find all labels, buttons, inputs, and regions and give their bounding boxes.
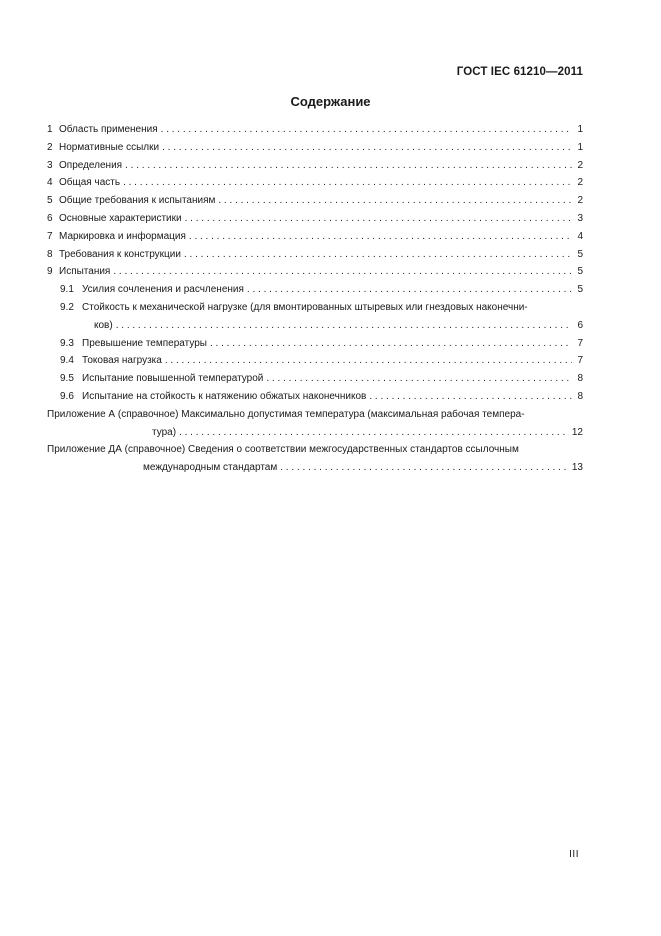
toc-entry-title: Маркировка и информация bbox=[59, 230, 186, 242]
toc-entry-title: Усилия сочленения и расчленения bbox=[82, 284, 244, 296]
toc-entry-page: 4 bbox=[577, 230, 583, 242]
toc-leader-dots bbox=[125, 157, 572, 175]
toc-entry-title: Нормативные ссылки bbox=[59, 141, 160, 153]
toc-entry-page: 2 bbox=[577, 177, 583, 189]
toc-leader-dots bbox=[162, 139, 572, 157]
toc-leader-dots bbox=[185, 210, 572, 228]
toc-appendix-a[interactable] bbox=[47, 406, 583, 442]
toc-entry[interactable] bbox=[47, 157, 583, 175]
toc-entry-number: 3 bbox=[47, 159, 53, 171]
toc-leader-dots bbox=[184, 246, 572, 264]
toc-entry-page: 1 bbox=[577, 141, 583, 153]
toc-entry-number: 5 bbox=[47, 195, 53, 207]
toc-entry-number: 9 bbox=[47, 266, 53, 278]
toc-entry-page: 1 bbox=[577, 124, 583, 135]
toc-entry-title: Превышение температуры bbox=[82, 337, 207, 349]
toc-entry[interactable] bbox=[47, 121, 583, 139]
toc-entry-page: 13 bbox=[571, 462, 583, 474]
toc-entry-number: 1 bbox=[47, 124, 53, 135]
toc-entry-title: Требования к конструкции bbox=[59, 248, 181, 260]
standard-code: ГОСТ IEC 61210—2011 bbox=[456, 66, 583, 78]
toc-entry-title: Приложение ДА (справочное) Сведения о соответствии межгосударственных стандартов ссылочным bbox=[47, 444, 519, 456]
toc-entry-page: 2 bbox=[577, 195, 583, 207]
toc-entry-title: Испытания bbox=[59, 266, 111, 278]
toc-entry-page: 3 bbox=[577, 212, 583, 224]
toc-entry-page: 5 bbox=[577, 248, 583, 260]
toc-entry-page: 7 bbox=[577, 337, 583, 349]
toc-entry-page: 6 bbox=[577, 319, 583, 331]
toc-entry-number: 4 bbox=[47, 177, 53, 189]
toc-leader-dots bbox=[210, 335, 572, 353]
page-number: III bbox=[569, 849, 579, 860]
toc-entry-page: 2 bbox=[577, 159, 583, 171]
toc-entry-page: 5 bbox=[577, 266, 583, 278]
table-of-contents bbox=[47, 121, 583, 477]
toc-entry-title: Основные характеристики bbox=[59, 212, 182, 224]
toc-entry[interactable] bbox=[47, 139, 583, 157]
toc-leader-dots bbox=[165, 352, 572, 370]
toc-entry-title: Испытание на стойкость к натяжению обжатых наконечников bbox=[82, 390, 367, 402]
toc-entry-page: 7 bbox=[577, 355, 583, 367]
toc-subentry[interactable] bbox=[47, 335, 583, 353]
toc-entry-number: 9.6 bbox=[60, 390, 74, 402]
toc-entry-number: 6 bbox=[47, 212, 53, 224]
toc-entry-number: 2 bbox=[47, 141, 53, 153]
toc-entry-title-continuation: международным стандартам bbox=[143, 462, 278, 474]
toc-entry[interactable] bbox=[47, 210, 583, 228]
toc-entry-page: 12 bbox=[571, 426, 583, 438]
toc-entry-title-continuation: ков) bbox=[94, 319, 113, 331]
toc-entry-number: 9.1 bbox=[60, 284, 74, 296]
toc-leader-dots bbox=[123, 174, 572, 192]
toc-entry[interactable] bbox=[47, 192, 583, 210]
toc-entry-title: Токовая нагрузка bbox=[82, 355, 162, 367]
toc-leader-dots bbox=[280, 459, 569, 477]
toc-subentry-multiline[interactable] bbox=[47, 299, 583, 335]
toc-entry-number: 9.3 bbox=[60, 337, 74, 349]
toc-subentry[interactable] bbox=[47, 370, 583, 388]
toc-leader-dots bbox=[179, 424, 569, 442]
toc-entry-title: Стойкость к механической нагрузке (для вмонтированных штыревых или гнездовых наконечни- bbox=[82, 301, 528, 313]
toc-entry-number: 9.4 bbox=[60, 355, 74, 367]
toc-entry-title: Приложение А (справочное) Максимально допустимая температура (максимальная рабочая темпера- bbox=[47, 408, 525, 420]
toc-leader-dots bbox=[113, 263, 572, 281]
toc-entry-number: 8 bbox=[47, 248, 53, 260]
toc-leader-dots bbox=[218, 192, 572, 210]
toc-leader-dots bbox=[116, 317, 572, 335]
toc-subentry[interactable] bbox=[47, 352, 583, 370]
toc-subentry[interactable] bbox=[47, 388, 583, 406]
toc-entry-number: 9.2 bbox=[60, 301, 74, 313]
toc-leader-dots bbox=[189, 228, 572, 246]
toc-entry[interactable] bbox=[47, 174, 583, 192]
toc-entry-title: Общая часть bbox=[59, 177, 121, 189]
toc-entry-page: 8 bbox=[577, 390, 583, 402]
toc-entry[interactable] bbox=[47, 246, 583, 264]
toc-leader-dots bbox=[369, 388, 572, 406]
toc-entry-page: 8 bbox=[577, 373, 583, 385]
toc-entry[interactable] bbox=[47, 228, 583, 246]
toc-entry-title: Испытание повышенной температурой bbox=[82, 373, 264, 385]
toc-entry-number: 9.5 bbox=[60, 373, 74, 385]
toc-appendix-da[interactable] bbox=[47, 441, 583, 477]
toc-leader-dots bbox=[266, 370, 572, 388]
page-title: Содержание bbox=[290, 94, 371, 109]
toc-entry-title-continuation: тура) bbox=[152, 426, 177, 438]
toc-entry-title: Область применения bbox=[59, 124, 158, 135]
toc-leader-dots bbox=[247, 281, 572, 299]
toc-entry-title: Определения bbox=[59, 159, 123, 171]
toc-leader-dots bbox=[161, 121, 572, 139]
toc-entry-title: Общие требования к испытаниям bbox=[59, 195, 216, 207]
toc-subentry[interactable] bbox=[47, 281, 583, 299]
toc-entry-number: 7 bbox=[47, 230, 53, 242]
toc-entry[interactable] bbox=[47, 263, 583, 281]
toc-entry-page: 5 bbox=[577, 284, 583, 296]
